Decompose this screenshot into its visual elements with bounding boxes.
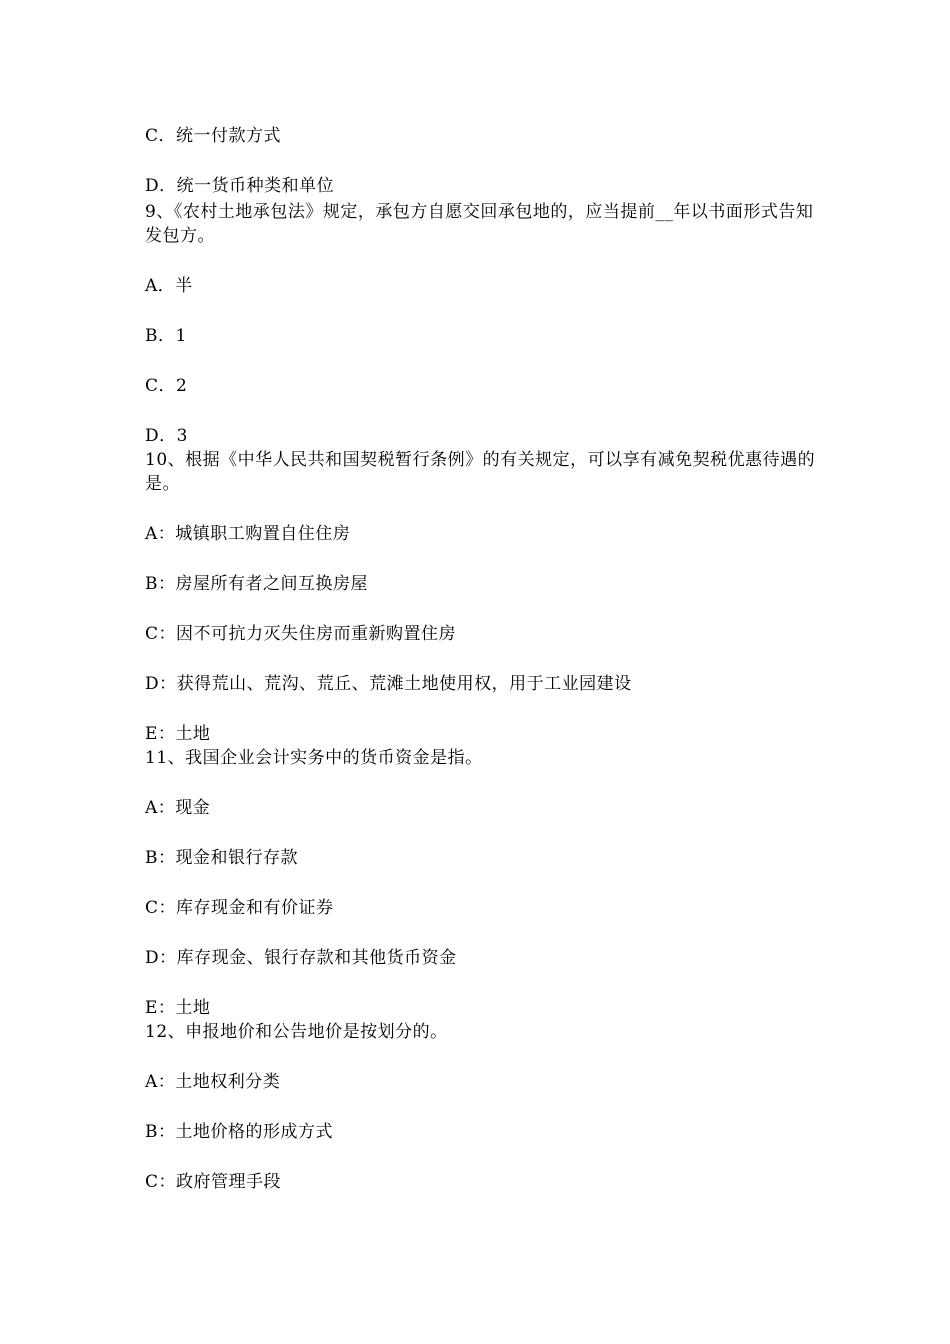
option-text: C：政府管理手段 [145,1172,282,1192]
option-text: E：土地 [145,724,211,744]
option-text: B：房屋所有者之间互换房屋 [145,574,368,594]
option-text: A：城镇职工购置自住住房 [145,524,351,544]
option-text: C．2 [145,376,188,396]
option-text: A．半 [145,276,193,296]
option-text: D．统一货币种类和单位 [145,176,335,196]
option-text: B．1 [145,326,187,346]
option-text: D：库存现金、银行存款和其他货币资金 [145,948,457,968]
option-text: C：库存现金和有价证券 [145,898,334,918]
question-text: 11、我国企业会计实务中的货币资金是指。 [145,748,483,768]
option-text: C：因不可抗力灭失住房而重新购置住房 [145,624,457,644]
question-text: 10、根据《中华人民共和国契税暂行条例》的有关规定，可以享有减免契税优惠待遇的是。 [145,450,816,494]
option-text: B：现金和银行存款 [145,848,298,868]
option-text: E：土地 [145,998,211,1018]
option-text: A：土地权利分类 [145,1072,281,1092]
option-text: B：土地价格的形成方式 [145,1122,333,1142]
option-text: C．统一付款方式 [145,126,282,146]
question-text: 12、申报地价和公告地价是按划分的。 [145,1022,448,1042]
option-text: A：现金 [145,798,211,818]
question-text: 9、《农村土地承包法》规定，承包方自愿交回承包地的，应当提前__年以书面形式告知发包方。 [145,202,814,246]
option-text: D．3 [145,426,188,446]
option-text: D：获得荒山、荒沟、荒丘、荒滩土地使用权，用于工业园建设 [145,674,632,694]
